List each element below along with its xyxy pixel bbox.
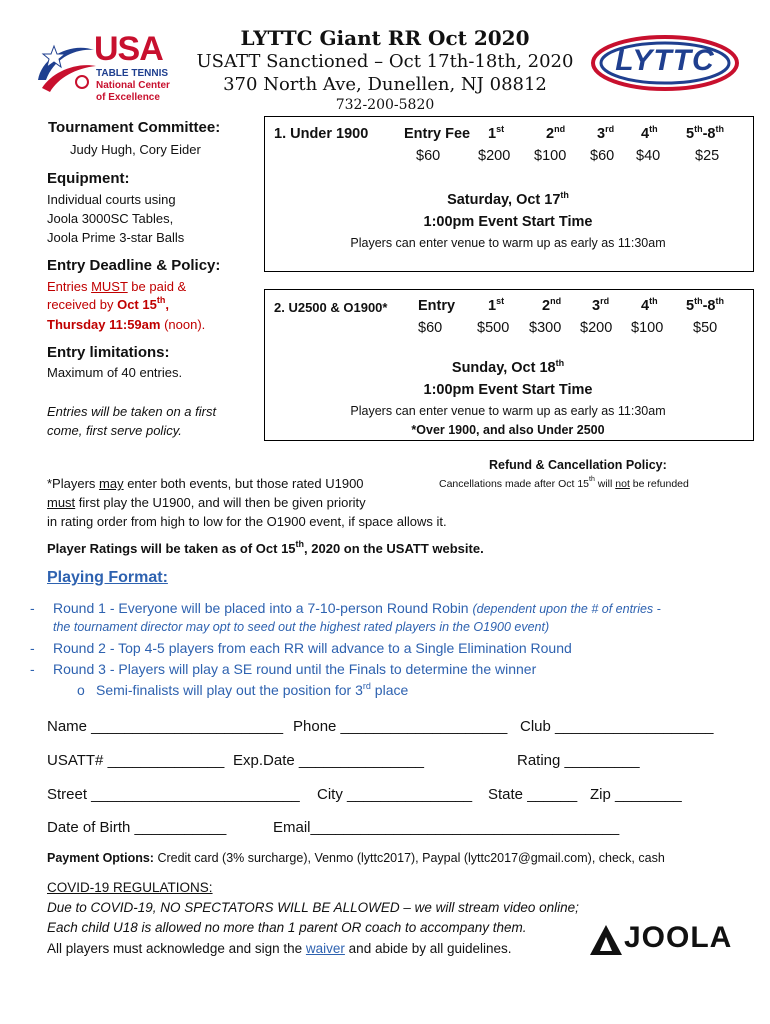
covid-heading: COVID-19 REGULATIONS:	[47, 880, 213, 895]
covid-line-1: Due to COVID-19, NO SPECTATORS WILL BE ALLOWED – we will stream video online;	[47, 900, 579, 915]
ratings-text: Player Ratings will be taken as of Oct 15	[47, 541, 296, 556]
place-suffix: th	[715, 124, 724, 134]
covid-text: and abide by all guidelines.	[344, 941, 512, 956]
note-may: may	[99, 476, 124, 491]
event-1-prize-3: $60	[590, 148, 615, 164]
equipment-heading: Equipment:	[47, 170, 130, 187]
refund-heading: Refund & Cancellation Policy:	[489, 458, 667, 472]
event-1-day	[264, 192, 752, 208]
event-1-time: 1:00pm Event Start Time	[423, 214, 593, 230]
note-text: *Players	[47, 476, 100, 491]
covid-line-3	[47, 941, 512, 956]
usatt-logo-line-1: TABLE TENNIS	[96, 68, 169, 79]
deadline-line-1	[47, 277, 186, 296]
venue-address: 370 North Ave, Dunellen, NJ 08812	[223, 74, 547, 95]
event-2-prize-5-8: $50	[693, 320, 718, 336]
refund-text-part: be refunded	[629, 478, 689, 490]
round-1-note: the tournament director may opt to seed out the highest rated players in the O1900 event)	[53, 620, 550, 634]
ratings-sup: th	[295, 539, 305, 549]
deadline-text: ,	[165, 297, 169, 312]
refund-not: not	[615, 478, 630, 490]
event-day-sup: th	[560, 190, 569, 200]
event-2-prize-3: $200	[580, 320, 613, 336]
event-1-place-5-8	[686, 126, 724, 142]
usatt-logo-wordmark: USA	[94, 30, 163, 68]
deadline-line-2	[47, 295, 169, 314]
event-2-place-3	[592, 298, 609, 314]
event-1-place-4	[641, 126, 658, 142]
ratings-text: , 2020 on the USATT website.	[304, 541, 484, 556]
page-title: LYTTC Giant RR Oct 2020	[240, 26, 530, 50]
equipment-line-1: Individual courts using	[47, 192, 176, 207]
lyttc-logo-wordmark: LYTTC	[615, 44, 715, 77]
place-suffix: rd	[600, 296, 610, 306]
both-events-line-1	[47, 476, 364, 491]
payment-text: Credit card (3% surcharge), Venmo (lyttc2017), Paypal (lyttc2017@gmail.com), check, cash	[153, 851, 665, 865]
city-field[interactable]: City _______________	[317, 786, 473, 803]
event-2-warmup: Players can enter venue to warm up as early as 11:30am	[350, 404, 666, 418]
refund-text-part: will	[594, 478, 616, 490]
place-number: 5	[686, 126, 695, 142]
limitations-text: Maximum of 40 entries.	[47, 365, 183, 380]
date-of-birth-field[interactable]: Date of Birth ___________	[47, 819, 227, 836]
place-suffix: th	[649, 296, 658, 306]
event-1-prize-1: $200	[478, 148, 511, 164]
usatt-number-field[interactable]: USATT# ______________	[47, 752, 225, 769]
semifinal-bullet: o	[77, 682, 85, 698]
joola-triangle-icon	[590, 925, 622, 955]
event-2-place-4	[641, 298, 658, 314]
event-1-prize-2: $100	[534, 148, 567, 164]
event-2-time: 1:00pm Event Start Time	[423, 382, 593, 398]
event-1-place-2	[546, 126, 565, 142]
place-suffix: th	[694, 124, 703, 134]
phone-field[interactable]: Phone ____________________	[293, 718, 508, 735]
note-text: first play the U1900, and will then be given priority	[75, 495, 366, 510]
place-suffix: th	[694, 296, 703, 306]
place-number: 2	[542, 298, 551, 314]
covid-text: All players must acknowledge and sign the	[47, 941, 306, 956]
event-1-name: 1. Under 1900	[274, 126, 369, 142]
deadline-date: Oct 15	[117, 297, 157, 312]
name-field[interactable]: Name _______________________	[47, 718, 284, 735]
deadline-heading: Entry Deadline & Policy:	[47, 257, 221, 274]
deadline-text: (noon).	[160, 317, 206, 332]
round-1-text: Round 1 - Everyone will be placed into a 7-10-person Round Robin	[53, 600, 473, 616]
ratings-note	[47, 541, 484, 556]
place-number: -8	[702, 298, 716, 314]
place-number: 5	[686, 298, 695, 314]
phone-number: 732-200-5820	[335, 97, 435, 113]
place-suffix: rd	[605, 124, 615, 134]
event-1-place-1	[488, 126, 504, 142]
deadline-date-sup: th	[156, 295, 166, 305]
equipment-line-2: Joola 3000SC Tables,	[47, 211, 174, 226]
rating-field[interactable]: Rating _________	[517, 752, 640, 769]
email-field[interactable]: Email_____________________________________	[273, 819, 620, 836]
both-events-line-2	[47, 495, 366, 510]
event-2-place-5-8	[686, 298, 724, 314]
semifinal-sup: rd	[362, 681, 371, 691]
event-2-place-2	[542, 298, 561, 314]
event-1-place-3	[597, 126, 614, 142]
event-2-fee: $60	[418, 320, 443, 336]
round-1	[53, 600, 661, 616]
semifinal-note	[96, 682, 408, 698]
round-1-dash: -	[30, 600, 35, 616]
event-2-prize-1: $500	[477, 320, 510, 336]
event-2-note: *Over 1900, and also Under 2500	[411, 423, 605, 437]
round-3-dash: -	[30, 661, 35, 677]
usatt-logo-line-2: National Center	[96, 80, 170, 91]
round-2: Round 2 - Top 4-5 players from each RR will advance to a Single Elimination Round	[53, 640, 572, 656]
zip-field[interactable]: Zip ________	[590, 786, 682, 803]
waiver-link[interactable]: waiver	[305, 941, 345, 956]
event-day-text: Saturday, Oct 17	[447, 192, 561, 208]
note-text: enter both events, but those rated U1900	[123, 476, 364, 491]
place-number: 4	[641, 298, 650, 314]
payment-options	[47, 851, 665, 865]
refund-text-part: Cancellations made after Oct 15	[439, 478, 589, 490]
deadline-text: received by	[47, 297, 118, 312]
place-number: 2	[546, 126, 555, 142]
street-field[interactable]: Street _________________________	[47, 786, 300, 803]
refund-sup: th	[589, 476, 595, 483]
committee-names: Judy Hugh, Cory Eider	[70, 142, 201, 157]
deadline-text: Entries	[47, 279, 92, 294]
place-suffix: nd	[554, 124, 566, 134]
usatt-logo-line-3: of Excellence	[96, 92, 160, 103]
place-suffix: th	[715, 296, 724, 306]
event-1-prize-4: $40	[636, 148, 661, 164]
round-1-italic: (dependent upon the # of entries -	[472, 602, 661, 616]
event-2-day	[264, 360, 752, 376]
payment-label: Payment Options:	[47, 851, 154, 865]
covid-line-2: Each child U18 is allowed no more than 1 parent OR coach to accompany them.	[47, 920, 527, 935]
deadline-must: MUST	[91, 279, 128, 294]
round-2-dash: -	[30, 640, 35, 656]
event-1-prize-5-8: $25	[695, 148, 720, 164]
first-come-line-1: Entries will be taken on a first	[47, 404, 217, 419]
semifinal-text: place	[370, 682, 409, 698]
round-3: Round 3 - Players will play a SE round until the Finals to determine the winner	[53, 661, 537, 677]
event-2-prize-4: $100	[631, 320, 664, 336]
event-1-fee-label: Entry Fee	[404, 126, 471, 142]
place-suffix: nd	[550, 296, 562, 306]
place-number: 1	[488, 126, 497, 142]
playing-format-heading: Playing Format:	[47, 569, 168, 586]
event-2-prize-2: $300	[529, 320, 562, 336]
sanction-dates: USATT Sanctioned – Oct 17th-18th, 2020	[196, 51, 574, 72]
equipment-line-3: Joola Prime 3-star Balls	[47, 230, 185, 245]
committee-heading: Tournament Committee:	[48, 119, 221, 136]
joola-wordmark: JOOLA	[624, 921, 733, 954]
deadline-line-3	[47, 315, 205, 334]
place-number: 3	[592, 298, 601, 314]
event-1-warmup: Players can enter venue to warm up as early as 11:30am	[350, 236, 666, 250]
first-come-line-2: come, first serve policy.	[47, 423, 182, 438]
event-1-fee: $60	[416, 148, 441, 164]
event-2-place-1	[488, 298, 504, 314]
both-events-line-3: in rating order from high to low for the O1900 event, if space allows it.	[47, 514, 447, 529]
semifinal-text: Semi-finalists will play out the position for 3	[96, 682, 363, 698]
place-suffix: st	[496, 124, 505, 134]
event-2-name: 2. U2500 & O1900*	[274, 300, 388, 315]
state-field[interactable]: State ______	[488, 786, 578, 803]
note-must: must	[47, 495, 76, 510]
refund-text	[439, 478, 689, 490]
place-number: 1	[488, 298, 497, 314]
exp-date-field[interactable]: Exp.Date _______________	[233, 752, 425, 769]
deadline-time: Thursday 11:59am	[47, 317, 161, 332]
limitations-heading: Entry limitations:	[47, 344, 170, 361]
place-suffix: st	[496, 296, 505, 306]
place-number: 4	[641, 126, 650, 142]
place-number: -8	[702, 126, 716, 142]
place-number: 3	[597, 126, 606, 142]
event-day-sup: th	[555, 358, 565, 368]
deadline-text: be paid &	[127, 279, 187, 294]
event-day-text: Sunday, Oct 18	[451, 360, 556, 376]
place-suffix: th	[649, 124, 658, 134]
joola-logo	[590, 922, 750, 958]
event-2-fee-label: Entry	[418, 298, 456, 314]
club-field[interactable]: Club ___________________	[520, 718, 714, 735]
